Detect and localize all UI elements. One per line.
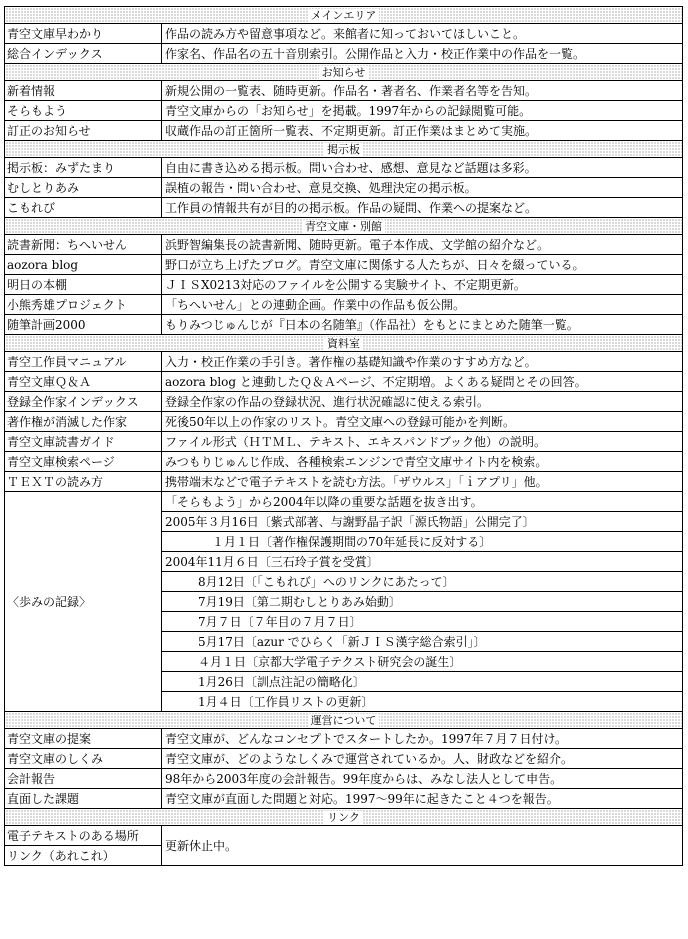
row-description: 携帯端末などで電子テキストを読む方法。「ザウルス」「ｉアプリ」他。 <box>162 472 683 492</box>
history-entry[interactable]: １月１日〔著作権保護期間の70年延長に反対する〕 <box>162 532 683 552</box>
link-kadai[interactable]: 直面した課題 <box>5 789 162 809</box>
section-header-links <box>5 809 683 826</box>
link-kaikei[interactable]: 会計報告 <box>5 769 162 789</box>
table-row <box>5 44 683 64</box>
section-header-ops <box>5 712 683 729</box>
links-status: 更新休止中。 <box>162 826 683 866</box>
table-row <box>5 24 683 44</box>
link-chiheisen[interactable]: 読書新聞：ちへいせん <box>5 235 162 255</box>
history-entry[interactable]: 7月７日〔７年目の７月７日〕 <box>162 612 683 632</box>
history-entry[interactable]: 1月４日〔工作員リストの更新〕 <box>162 692 683 712</box>
row-description: 自由に書き込める掲示板。問い合わせ、感想、意見など話題は多彩。 <box>162 158 683 178</box>
table-row <box>5 789 683 809</box>
history-entry[interactable]: 2005年３月16日〔紫式部著、与謝野晶子訳「源氏物語」公開完了〕 <box>162 512 683 532</box>
table-row <box>5 178 683 198</box>
table-row <box>5 295 683 315</box>
directory-table-wrapper <box>4 6 683 866</box>
section-header-news <box>5 64 683 81</box>
history-entry[interactable]: 8月12日〔「こもれび」へのリンクにあたって〕 <box>162 572 683 592</box>
link-teian[interactable]: 青空文庫の提案 <box>5 729 162 749</box>
row-description: 野口が立ち上げたブログ。青空文庫に関係する人たちが、日々を綴っている。 <box>162 255 683 275</box>
row-description: 青空文庫からの「お知らせ」を掲載。1997年からの記録閲覧可能。 <box>162 101 683 121</box>
section-title: 運営について <box>308 714 380 727</box>
table-row <box>5 749 683 769</box>
link-zuihitsu-2000[interactable]: 随筆計画2000 <box>5 315 162 335</box>
history-entry[interactable]: 1月26日〔訓点注記の簡略化〕 <box>162 672 683 692</box>
link-qa[interactable]: 青空文庫Ｑ＆Ａ <box>5 372 162 392</box>
table-row <box>5 432 683 452</box>
link-arekore[interactable]: リンク（あれこれ） <box>5 846 162 866</box>
section-header-main <box>5 7 683 24</box>
table-row <box>5 121 683 141</box>
link-shikumi[interactable]: 青空文庫のしくみ <box>5 749 162 769</box>
history-intro: 「そらもよう」から2004年以降の重要な話題を抜き出す。 <box>162 492 683 512</box>
link-aozora-hayawakari[interactable]: 青空文庫早わかり <box>5 24 162 44</box>
row-description: 死後50年以上の作家のリスト。青空文庫への登録可能かを判断。 <box>162 412 683 432</box>
history-label: 〈歩みの記録〉 <box>5 492 162 712</box>
link-search-page[interactable]: 青空文庫検索ページ <box>5 452 162 472</box>
table-row <box>5 412 683 432</box>
section-title: 資料室 <box>324 337 363 350</box>
site-directory-table <box>4 6 683 866</box>
row-description: もりみつじゅんじが『日本の名随筆』（作品社）をもとにまとめた随筆一覧。 <box>162 315 683 335</box>
section-header-annex <box>5 218 683 235</box>
row-description: みつもりじゅんじ作成、各種検索エンジンで青空文庫サイト内を検索。 <box>162 452 683 472</box>
table-row <box>5 769 683 789</box>
table-row <box>5 81 683 101</box>
history-entry[interactable]: ４月１日〔京都大学電子テクスト研究会の誕生〕 <box>162 652 683 672</box>
table-row <box>5 315 683 335</box>
row-description: 誤植の報告・問い合わせ、意見交換、処理決定の掲示板。 <box>162 178 683 198</box>
section-title: 青空文庫・別館 <box>302 220 385 233</box>
row-description: aozora blog と連動したＱ＆Ａページ、不定期増。よくある疑問とその回答。 <box>162 372 683 392</box>
section-title: メインエリア <box>308 9 380 22</box>
table-row <box>5 352 683 372</box>
table-row <box>5 198 683 218</box>
link-text-reading[interactable]: ＴＥＸＴの読み方 <box>5 472 162 492</box>
table-row <box>5 275 683 295</box>
link-komorebi[interactable]: こもれび <box>5 198 162 218</box>
table-row <box>5 235 683 255</box>
link-mizutamari[interactable]: 掲示板：みずたまり <box>5 158 162 178</box>
history-entry[interactable]: 7月19日〔第二期むしとりあみ始動〕 <box>162 592 683 612</box>
table-row <box>5 729 683 749</box>
section-title: お知らせ <box>319 66 369 79</box>
row-description: 工作員の情報共有が目的の掲示板。作品の疑問、作業への提案など。 <box>162 198 683 218</box>
table-row <box>5 392 683 412</box>
link-teisei[interactable]: 訂正のお知らせ <box>5 121 162 141</box>
table-row <box>5 472 683 492</box>
link-soramoyou[interactable]: そらもよう <box>5 101 162 121</box>
row-description: 新規公開の一覧表、随時更新。作品名・著者名、作業者名等を告知。 <box>162 81 683 101</box>
link-shinchaku[interactable]: 新着情報 <box>5 81 162 101</box>
link-sogo-index[interactable]: 総合インデックス <box>5 44 162 64</box>
link-ashita-no-hondana[interactable]: 明日の本棚 <box>5 275 162 295</box>
history-entry[interactable]: 2004年11月６日〔三石玲子賞を受賞〕 <box>162 552 683 572</box>
table-row <box>5 452 683 472</box>
row-description: 作品の読み方や留意事項など。来館者に知っておいてほしいこと。 <box>162 24 683 44</box>
history-row <box>5 492 683 512</box>
table-row <box>5 826 683 846</box>
link-reading-guide[interactable]: 青空文庫読書ガイド <box>5 432 162 452</box>
link-expired-copyright[interactable]: 著作権が消滅した作家 <box>5 412 162 432</box>
link-mushitoriami[interactable]: むしとりあみ <box>5 178 162 198</box>
table-row <box>5 372 683 392</box>
section-title: 掲示板 <box>324 143 363 156</box>
row-description: 「ちへいせん」との連動企画。作業中の作品も仮公開。 <box>162 295 683 315</box>
section-header-board <box>5 141 683 158</box>
table-row <box>5 101 683 121</box>
link-all-authors-index[interactable]: 登録全作家インデックス <box>5 392 162 412</box>
history-entry[interactable]: 5月17日〔azur でひらく「新ＪＩＳ漢字総合索引」〕 <box>162 632 683 652</box>
link-manual[interactable]: 青空工作員マニュアル <box>5 352 162 372</box>
section-header-docs <box>5 335 683 352</box>
row-description: 入力・校正作業の手引き。著作権の基礎知識や作業のすすめ方など。 <box>162 352 683 372</box>
row-description: 青空文庫が、どんなコンセプトでスタートしたか。1997年７月７日付け。 <box>162 729 683 749</box>
table-row <box>5 255 683 275</box>
row-description: ファイル形式（ＨＴＭＬ、テキスト、エキスパンドブック他）の説明。 <box>162 432 683 452</box>
row-description: 登録全作家の作品の登録状況、進行状況確認に使える索引。 <box>162 392 683 412</box>
row-description: ＪＩＳX0213対応のファイルを公開する実験サイト、不定期更新。 <box>162 275 683 295</box>
row-description: 青空文庫が、どのようなしくみで運営されているか。人、財政などを紹介。 <box>162 749 683 769</box>
link-oguma-project[interactable]: 小熊秀雄プロジェクト <box>5 295 162 315</box>
row-description: 98年から2003年度の会計報告。99年度からは、みなし法人として申告。 <box>162 769 683 789</box>
row-description: 浜野智編集長の読書新聞、随時更新。電子本作成、文学館の紹介など。 <box>162 235 683 255</box>
link-etext-places[interactable]: 電子テキストのある場所 <box>5 826 162 846</box>
table-row <box>5 158 683 178</box>
link-aozora-blog[interactable]: aozora blog <box>5 255 162 275</box>
row-description: 作家名、作品名の五十音別索引。公開作品と入力・校正作業中の作品を一覧。 <box>162 44 683 64</box>
row-description: 収蔵作品の訂正箇所一覧表、不定期更新。訂正作業はまとめて実施。 <box>162 121 683 141</box>
row-description: 青空文庫が直面した問題と対応。1997〜99年に起きたこと４つを報告。 <box>162 789 683 809</box>
section-title: リンク <box>324 811 363 824</box>
